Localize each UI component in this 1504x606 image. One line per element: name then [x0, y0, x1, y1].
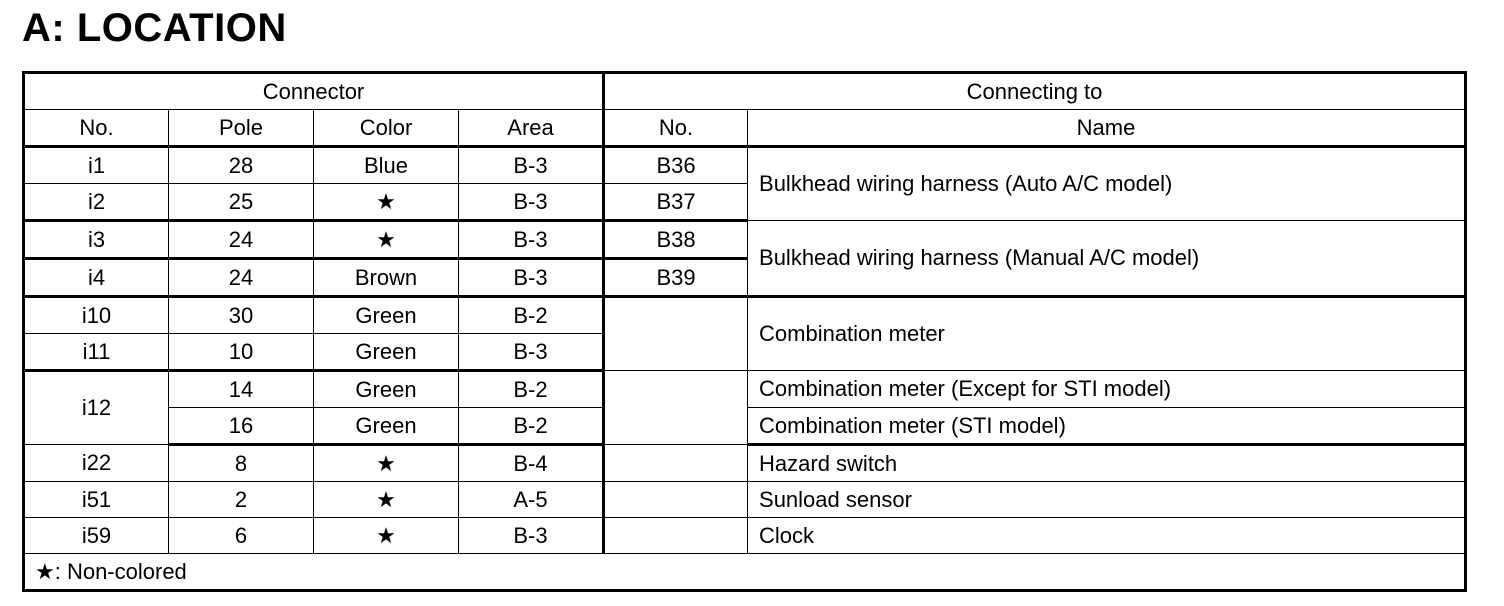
cell-area: B-3: [459, 518, 604, 554]
cell-no: i10: [24, 297, 169, 334]
cell-conn-no: [604, 482, 748, 518]
col-header-color: Color: [314, 110, 459, 147]
cell-pole: 30: [169, 297, 314, 334]
legend-note: ★: Non-colored: [24, 554, 1466, 591]
cell-no: i22: [24, 445, 169, 482]
note-row: [24, 554, 1466, 591]
cell-color: ★: [314, 221, 459, 259]
cell-no: i3: [24, 221, 169, 259]
table-row: [24, 297, 1466, 334]
table-row: [24, 371, 1466, 408]
cell-conn-no: B38: [604, 221, 748, 259]
cell-area: B-3: [459, 334, 604, 371]
cell-conn-no: [604, 371, 748, 445]
cell-color: Brown: [314, 259, 459, 297]
cell-no: i4: [24, 259, 169, 297]
cell-color: Green: [314, 334, 459, 371]
cell-conn-no: [604, 518, 748, 554]
group-header-row: [24, 73, 1466, 110]
cell-pole: 24: [169, 259, 314, 297]
col-header-conn-no: No.: [604, 110, 748, 147]
cell-area: B-3: [459, 147, 604, 184]
cell-no: i12: [24, 371, 169, 445]
cell-conn-no: [604, 297, 748, 371]
cell-no: i51: [24, 482, 169, 518]
connector-location-table: [22, 71, 1467, 592]
table-row: [24, 445, 1466, 482]
cell-name: Combination meter: [748, 297, 1466, 371]
col-header-name: Name: [748, 110, 1466, 147]
cell-area: A-5: [459, 482, 604, 518]
cell-conn-no: [604, 445, 748, 482]
cell-area: B-4: [459, 445, 604, 482]
cell-pole: 6: [169, 518, 314, 554]
table-row: [24, 518, 1466, 554]
cell-name: Combination meter (Except for STI model): [748, 371, 1466, 408]
connector-group-header: Connector: [24, 73, 604, 110]
table-row: [24, 221, 1466, 259]
cell-color: Blue: [314, 147, 459, 184]
connecting-to-group-header: Connecting to: [604, 73, 1466, 110]
cell-pole: 25: [169, 184, 314, 221]
cell-name: Bulkhead wiring harness (Manual A/C model): [748, 221, 1466, 297]
col-header-area: Area: [459, 110, 604, 147]
cell-area: B-2: [459, 371, 604, 408]
table-row: [24, 147, 1466, 184]
cell-no: i59: [24, 518, 169, 554]
cell-color: ★: [314, 482, 459, 518]
cell-color: Green: [314, 371, 459, 408]
cell-area: B-2: [459, 297, 604, 334]
cell-no: i11: [24, 334, 169, 371]
cell-no: i2: [24, 184, 169, 221]
column-header-row: [24, 110, 1466, 147]
cell-area: B-2: [459, 408, 604, 445]
col-header-pole: Pole: [169, 110, 314, 147]
cell-pole: 2: [169, 482, 314, 518]
cell-name: Clock: [748, 518, 1466, 554]
cell-conn-no: B37: [604, 184, 748, 221]
cell-color: ★: [314, 445, 459, 482]
cell-name: Bulkhead wiring harness (Auto A/C model): [748, 147, 1466, 221]
cell-conn-no: B39: [604, 259, 748, 297]
cell-color: Green: [314, 408, 459, 445]
cell-color: Green: [314, 297, 459, 334]
cell-pole: 28: [169, 147, 314, 184]
cell-pole: 8: [169, 445, 314, 482]
cell-conn-no: B36: [604, 147, 748, 184]
cell-pole: 10: [169, 334, 314, 371]
cell-area: B-3: [459, 259, 604, 297]
col-header-no: No.: [24, 110, 169, 147]
cell-name: Sunload sensor: [748, 482, 1466, 518]
cell-pole: 16: [169, 408, 314, 445]
cell-pole: 24: [169, 221, 314, 259]
table-row: [24, 482, 1466, 518]
cell-color: ★: [314, 184, 459, 221]
cell-name: Combination meter (STI model): [748, 408, 1466, 445]
cell-pole: 14: [169, 371, 314, 408]
cell-area: B-3: [459, 184, 604, 221]
cell-color: ★: [314, 518, 459, 554]
cell-area: B-3: [459, 221, 604, 259]
cell-no: i1: [24, 147, 169, 184]
page-title: A: LOCATION: [22, 6, 287, 50]
cell-name: Hazard switch: [748, 445, 1466, 482]
